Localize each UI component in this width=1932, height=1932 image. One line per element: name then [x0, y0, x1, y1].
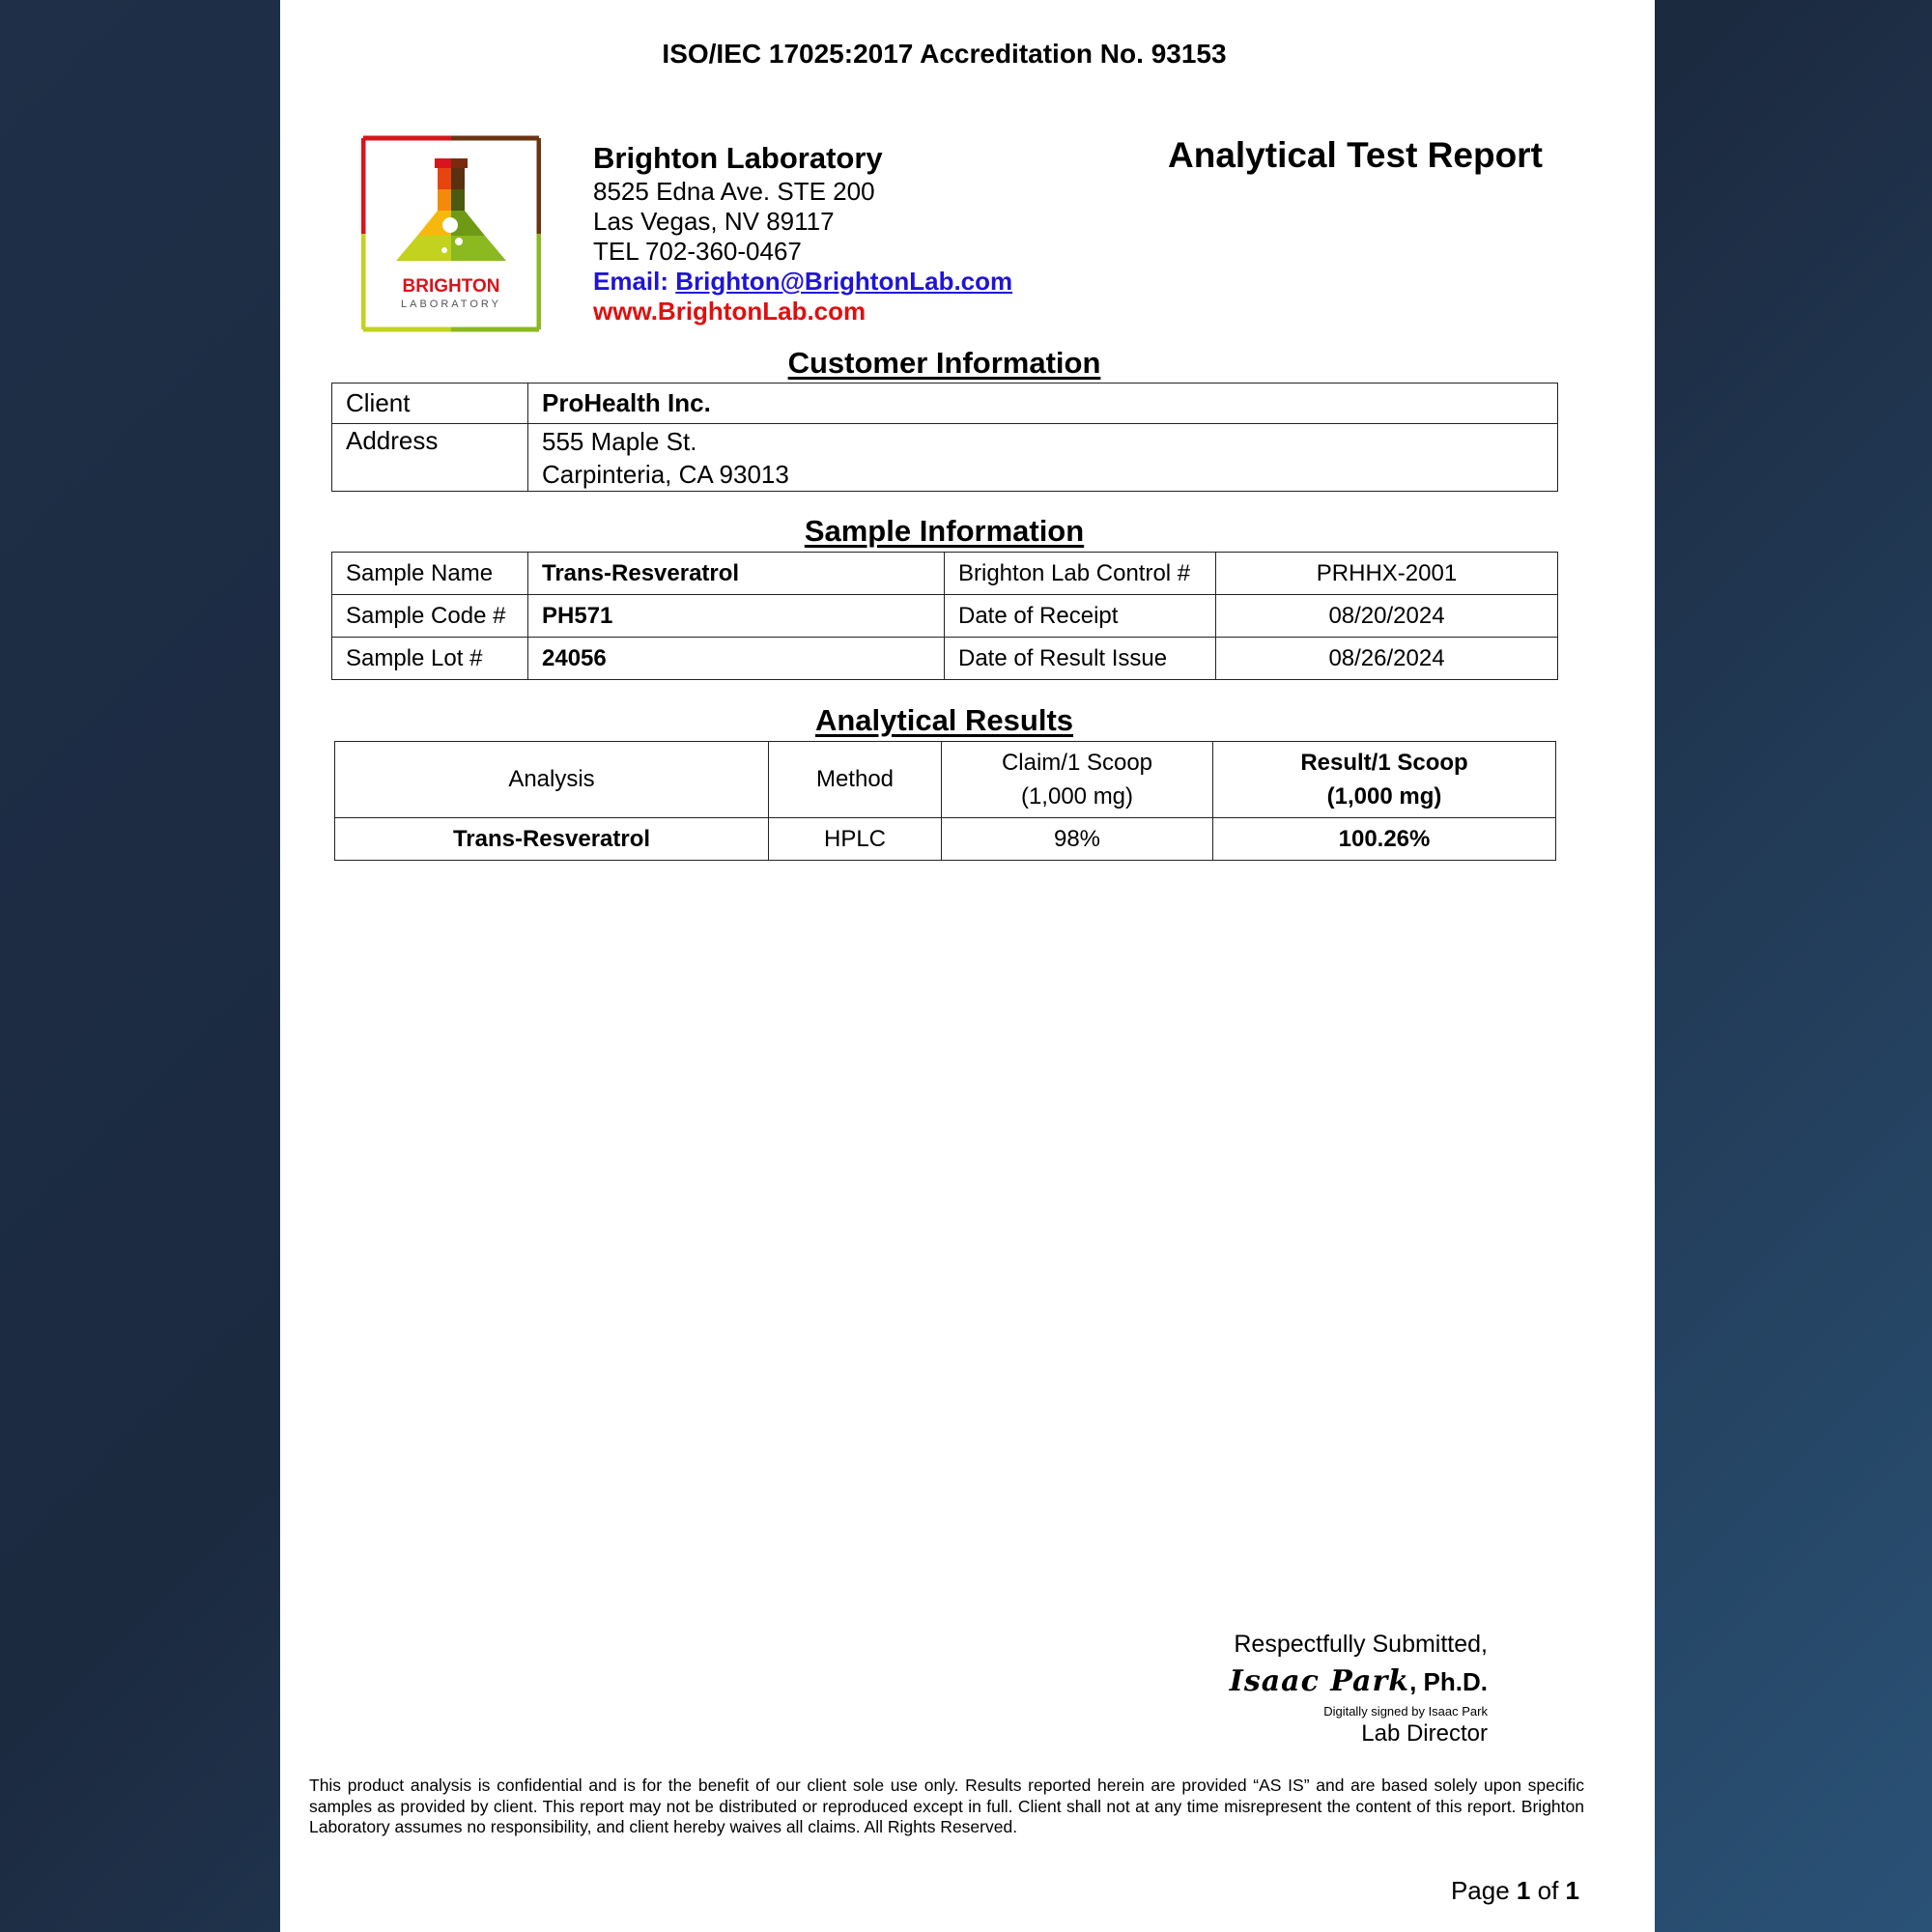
email-label: Email:	[593, 267, 669, 296]
address-line2: Carpinteria, CA 93013	[542, 459, 789, 489]
header-claim-line2: (1,000 mg)	[1020, 783, 1134, 810]
customer-info-heading: Customer Information	[787, 346, 1101, 380]
report-page	[280, 0, 1655, 1932]
signatory-role: Lab Director	[1361, 1720, 1488, 1747]
date-of-receipt-value: 08/20/2024	[1216, 595, 1558, 638]
table-row	[332, 384, 1558, 424]
client-label: Client	[332, 384, 528, 424]
address-line1: 555 Maple St.	[542, 426, 697, 456]
header-result	[1213, 742, 1556, 818]
brighton-logo	[361, 135, 541, 332]
result-analysis: Trans-Resveratrol	[335, 818, 769, 861]
signature-script: Isaac Park	[1229, 1664, 1410, 1698]
lab-address-line1: 8525 Edna Ave. STE 200	[593, 177, 875, 206]
control-number-label: Brighton Lab Control #	[945, 553, 1216, 595]
email-link[interactable]: Brighton@BrightonLab.com	[675, 267, 1013, 296]
address-value	[528, 424, 1558, 492]
lab-phone: TEL 702-360-0467	[593, 237, 802, 266]
page-of: of	[1537, 1876, 1559, 1905]
report-title: Analytical Test Report	[1168, 135, 1543, 175]
header-claim	[942, 742, 1213, 818]
website-link[interactable]: www.BrightonLab.com	[593, 297, 867, 326]
disclaimer: This product analysis is confidential and is for the benefit of our client sole use only. Results reported herein are provided “AS IS” and are based solely upon specific samples as provided by client. This report may not be distributed or reproduced except in full. Client shall not at any time misrepresent the content of this report. Brighton Laboratory assumes no responsibility, and client hereby waives all claims. All Rights Reserved.	[309, 1776, 1584, 1836]
page-total: 1	[1565, 1876, 1579, 1905]
lab-email-row	[593, 267, 1012, 297]
table-row	[332, 424, 1558, 492]
date-of-issue-label: Date of Result Issue	[945, 638, 1216, 680]
table-row	[332, 553, 1558, 595]
sample-info-heading: Sample Information	[804, 514, 1085, 548]
date-of-issue-value: 08/26/2024	[1216, 638, 1558, 680]
digital-signature-note: Digitally signed by Isaac Park	[1323, 1704, 1488, 1719]
header-analysis: Analysis	[335, 742, 769, 818]
sample-lot-label: Sample Lot #	[332, 638, 528, 680]
client-value: ProHealth Inc.	[528, 384, 1558, 424]
respectfully-submitted: Respectfully Submitted,	[1234, 1631, 1488, 1658]
sample-lot-value: 24056	[528, 638, 945, 680]
address-label: Address	[332, 424, 528, 492]
accreditation-header: ISO/IEC 17025:2017 Accreditation No. 93153	[662, 39, 1227, 69]
table-row	[332, 638, 1558, 680]
logo-text-laboratory: LABORATORY	[401, 298, 501, 310]
signatory-name	[1230, 1664, 1488, 1698]
analytical-results-heading: Analytical Results	[814, 703, 1074, 737]
lab-address-line2: Las Vegas, NV 89117	[593, 207, 835, 236]
table-row	[332, 595, 1558, 638]
table-row	[335, 818, 1556, 861]
signature-block	[1230, 1631, 1488, 1747]
table-row	[335, 742, 1556, 818]
page-number	[1451, 1876, 1579, 1906]
customer-info-table	[331, 383, 1558, 492]
analytical-results-table	[334, 741, 1556, 861]
page-prefix: Page	[1450, 1876, 1510, 1905]
sample-info-table	[331, 552, 1558, 680]
result-claim: 98%	[942, 818, 1213, 861]
header-claim-line1: Claim/1 Scoop	[1001, 750, 1153, 776]
lab-info	[593, 140, 1012, 327]
control-number-value: PRHHX-2001	[1216, 553, 1558, 595]
result-method: HPLC	[769, 818, 942, 861]
lab-name: Brighton Laboratory	[593, 141, 883, 175]
header-method: Method	[769, 742, 942, 818]
sample-name-value: Trans-Resveratrol	[528, 553, 945, 595]
sample-code-label: Sample Code #	[332, 595, 528, 638]
logo-text-brighton: BRIGHTON	[402, 276, 500, 297]
result-value: 100.26%	[1213, 818, 1556, 861]
header-result-line2: (1,000 mg)	[1326, 783, 1442, 810]
header-result-line1: Result/1 Scoop	[1300, 750, 1468, 776]
date-of-receipt-label: Date of Receipt	[945, 595, 1216, 638]
sample-name-label: Sample Name	[332, 553, 528, 595]
page-current: 1	[1516, 1876, 1531, 1905]
sample-code-value: PH571	[528, 595, 945, 638]
signatory-credential: , Ph.D.	[1409, 1667, 1488, 1696]
